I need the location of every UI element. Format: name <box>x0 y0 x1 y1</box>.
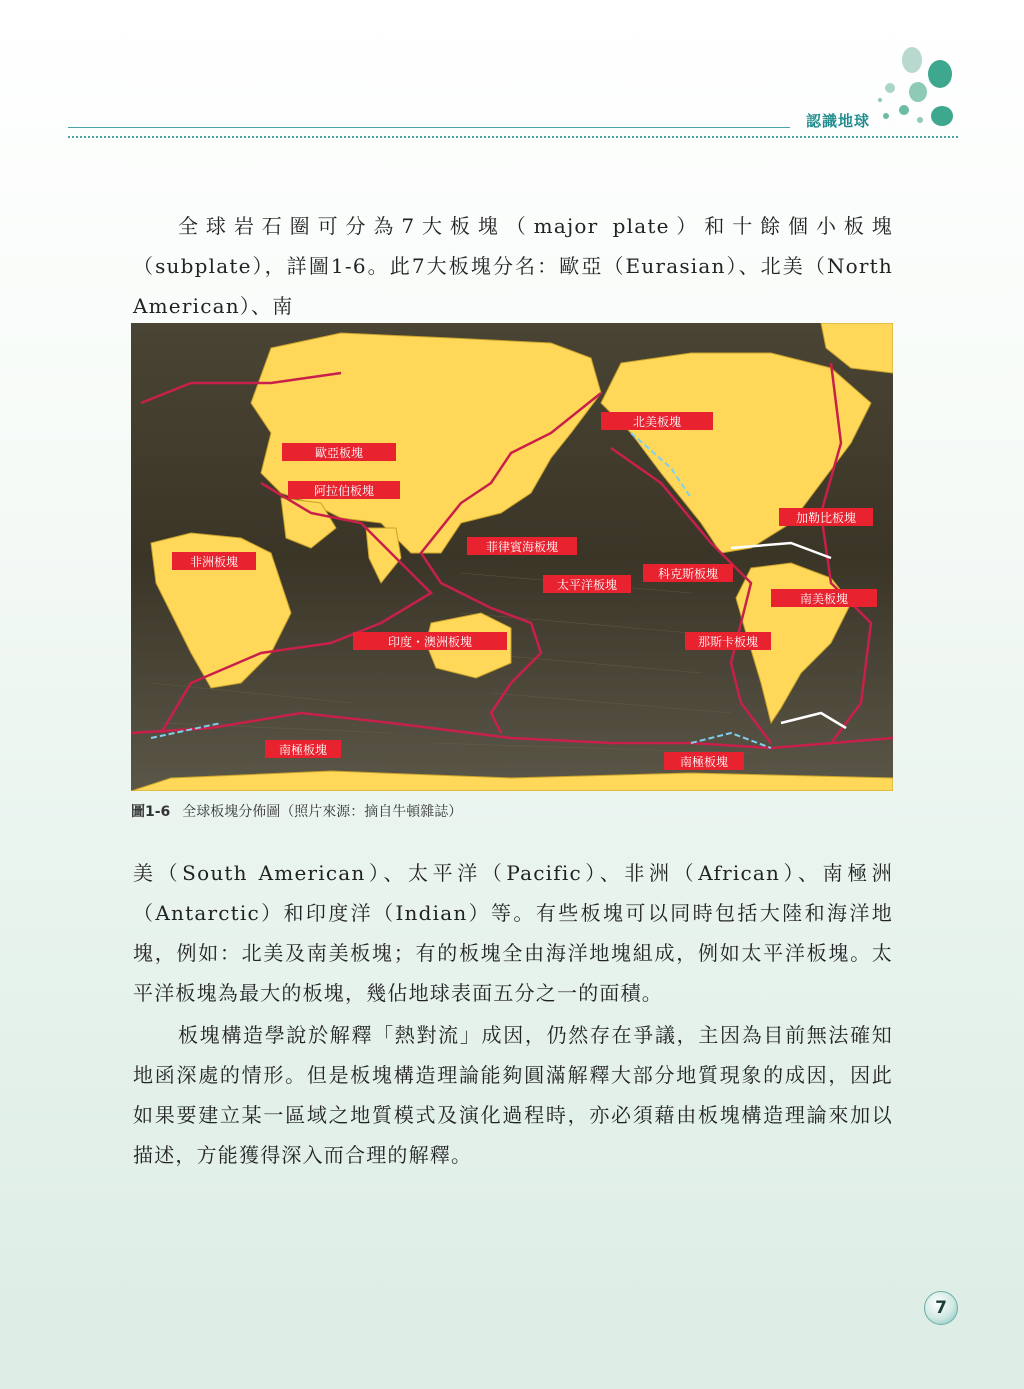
page-number: 7 <box>924 1291 958 1325</box>
figure-caption <box>131 801 462 821</box>
paragraph-intro: 全球岩石圈可分為7大板塊（major plate）和十餘個小板塊（subplate），詳圖1-6。此7大板塊分名：歐亞（Eurasian）、北美（North American）、南 <box>133 214 893 318</box>
plate-label-caribbean-text: 加勒比板塊 <box>795 511 857 525</box>
plate-label-eurasian <box>282 443 396 461</box>
plate-label-african <box>172 552 256 570</box>
plate-label-pacific-text: 太平洋板塊 <box>556 578 618 592</box>
figure-caption-number: 圖1-6 <box>131 804 171 820</box>
plate-label-arabian <box>288 481 400 499</box>
plate-label-antarctic-east-text: 南極板塊 <box>679 755 729 769</box>
header-divider <box>68 127 790 128</box>
plate-label-caribbean <box>779 508 873 526</box>
plate-label-african-text: 非洲板塊 <box>189 555 239 569</box>
plate-map <box>131 323 893 791</box>
plate-label-south-american <box>771 589 877 607</box>
plate-label-nazca <box>685 632 771 650</box>
figure-caption-text: 全球板塊分佈圖（照片來源：摘自牛頓雜誌） <box>182 804 463 820</box>
plate-label-cocos <box>643 564 733 582</box>
plate-label-eurasian-text: 歐亞板塊 <box>314 446 364 460</box>
plate-label-antarctic-west-text: 南極板塊 <box>278 743 328 757</box>
decorative-dots-icon <box>870 40 960 130</box>
paragraph-plates: 美（South American）、太平洋（Pacific）、非洲（African）、南極洲（Antarctic）和印度洋（Indian）等。有些板塊可以同時包括大陸和海洋地塊，例如：北美及南美板塊；有的板塊全由海洋地塊組成，例如太平洋板塊。太平洋板塊為最大的板塊，幾佔地球表面五分之一的面積。 <box>133 861 893 1005</box>
plate-label-cocos-text: 科克斯板塊 <box>657 567 719 581</box>
plate-label-indo-australian <box>353 632 507 650</box>
plate-label-indo-australian-text: 印度・澳洲板塊 <box>387 635 473 649</box>
plate-label-antarctic-east <box>664 752 744 770</box>
plate-label-nazca-text: 那斯卡板塊 <box>697 635 759 649</box>
plate-label-philippine <box>467 537 577 555</box>
plate-label-north-american-text: 北美板塊 <box>632 415 682 429</box>
header-dotted-divider <box>68 136 958 138</box>
paragraph-theory: 板塊構造學說於解釋「熱對流」成因，仍然存在爭議，主因為目前無法確知地函深處的情形。但是板塊構造理論能夠圓滿解釋大部分地質現象的成因，因此如果要建立某一區域之地質模式及演化過程時，亦必須藉由板塊構造理論來加以描述，方能獲得深入而合理的解釋。 <box>133 1023 893 1167</box>
plate-label-philippine-text: 菲律賓海板塊 <box>485 540 559 554</box>
plate-label-south-american-text: 南美板塊 <box>799 592 849 606</box>
plate-label-antarctic-west <box>265 740 341 758</box>
plate-label-pacific <box>543 575 631 593</box>
section-title: 認識地球 <box>806 112 871 130</box>
plate-label-north-american <box>601 412 713 430</box>
plate-label-arabian-text: 阿拉伯板塊 <box>313 484 375 498</box>
